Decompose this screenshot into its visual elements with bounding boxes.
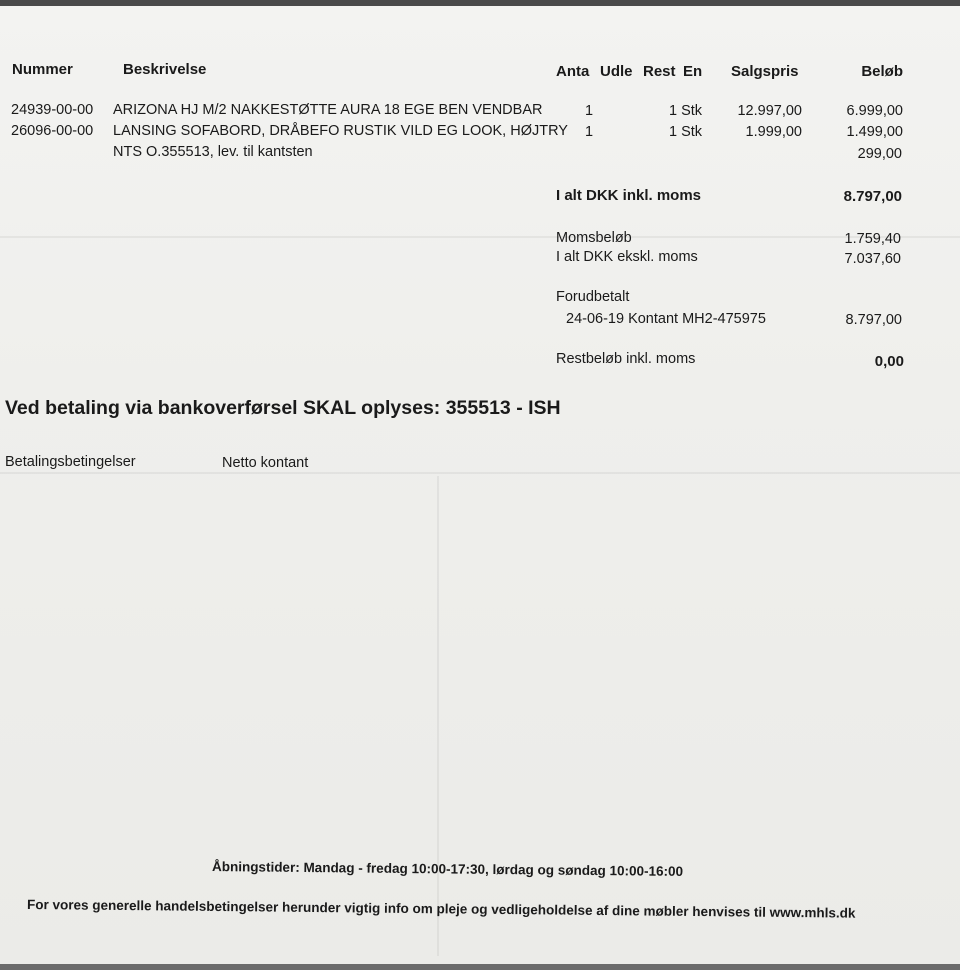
paper-fold-horizontal xyxy=(0,236,960,238)
total-ekskl-label: I alt DKK ekskl. moms xyxy=(556,249,698,265)
line-2-beskrivelse: LANSING SOFABORD, DRÅBEFO RUSTIK VILD EG LOOK, HØJTRY xyxy=(113,123,568,139)
line-2-rest: 1 Stk xyxy=(669,124,703,140)
bank-transfer-notice: Ved betaling via bankoverførsel SKAL oplyses: 355513 - ISH xyxy=(5,397,561,419)
header-enhed: En xyxy=(683,63,703,80)
opening-hours: Åbningstider: Mandag - fredag 10:00-17:30, lørdag og søndag 10:00-16:00 xyxy=(211,859,684,879)
line-2-beloeb: 1.499,00 xyxy=(846,124,903,140)
header-nummer: Nummer xyxy=(12,61,73,78)
payment-terms-label: Betalingsbetingelser xyxy=(5,454,136,470)
moms-label: Momsbeløb xyxy=(556,230,632,246)
line-2-nummer: 26096-00-00 xyxy=(11,123,94,139)
paper-fold-vertical xyxy=(437,476,439,956)
forudbetalt-detail: 24-06-19 Kontant MH2-475975 xyxy=(566,311,766,327)
terms-note: For vores generelle handelsbetingelser herunder vigtig info om pleje og vedligeholdelse af dine møbler henvises til www.mhls.dk xyxy=(26,897,856,921)
header-rest: Rest xyxy=(643,63,676,80)
line-1-salgspris: 12.997,00 xyxy=(737,103,802,119)
line-1-beloeb: 6.999,00 xyxy=(846,103,903,119)
line-1-rest: 1 Stk xyxy=(669,103,703,119)
header-udle: Udle xyxy=(600,63,633,80)
forudbetalt-value: 8.797,00 xyxy=(845,312,902,328)
header-antal: Anta xyxy=(556,63,590,80)
line-1-beskrivelse: ARIZONA HJ M/2 NAKKESTØTTE AURA 18 EGE BEN VENDBAR xyxy=(113,102,543,118)
total-ekskl-value: 7.037,60 xyxy=(844,251,901,267)
header-salgspris: Salgspris xyxy=(731,63,799,80)
extra-line-beloeb: 299,00 xyxy=(857,146,902,162)
paper-fold-horizontal-2 xyxy=(0,472,960,474)
photo-bottom-edge xyxy=(0,964,960,970)
extra-line-beskrivelse: NTS O.355513, lev. til kantsten xyxy=(113,144,313,160)
line-1-nummer: 24939-00-00 xyxy=(11,102,94,118)
restbeloeb-label: Restbeløb inkl. moms xyxy=(556,351,696,367)
header-beskrivelse: Beskrivelse xyxy=(123,61,207,78)
line-1-antal: 1 xyxy=(585,103,594,119)
line-2-antal: 1 xyxy=(585,124,594,140)
total-inkl-value: 8.797,00 xyxy=(843,188,902,205)
total-inkl-label: I alt DKK inkl. moms xyxy=(556,187,702,204)
header-beloeb: Beløb xyxy=(861,63,903,80)
moms-value: 1.759,40 xyxy=(844,231,901,247)
payment-terms-value: Netto kontant xyxy=(222,455,309,471)
forudbetalt-label: Forudbetalt xyxy=(556,289,630,305)
restbeloeb-value: 0,00 xyxy=(874,353,904,370)
line-2-salgspris: 1.999,00 xyxy=(745,124,802,140)
